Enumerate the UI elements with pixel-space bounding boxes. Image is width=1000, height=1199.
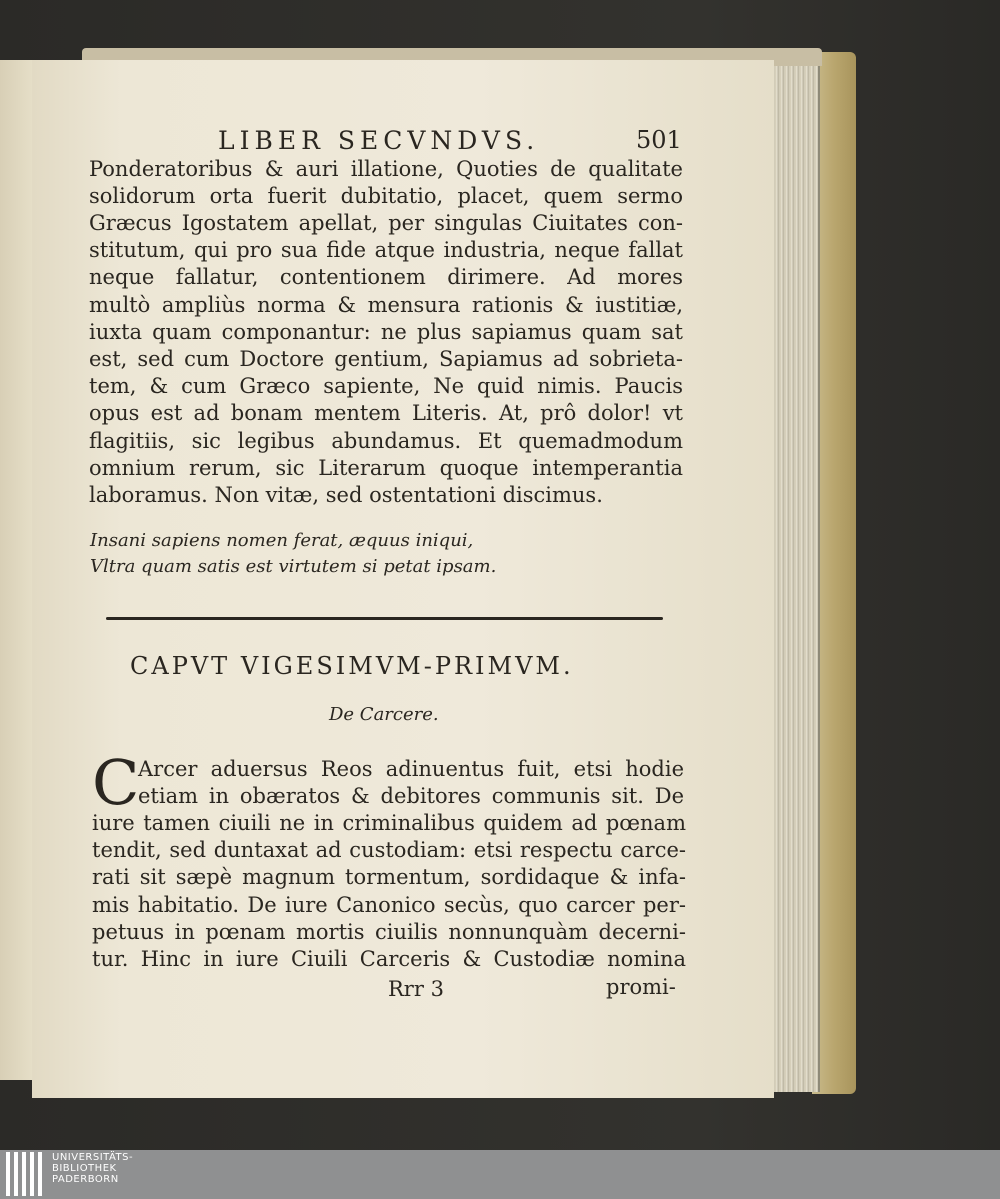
section-divider	[106, 617, 663, 620]
verse-line: Insani sapiens nomen ferat, æquus iniqui,	[90, 530, 474, 551]
text-line: neque fallatur, contentionem dirimere. Ad mores	[89, 265, 683, 289]
chapter-title: CAPVT VIGESIMVM-PRIMVM.	[130, 652, 574, 680]
text-line: est, sed cum Doctore gentium, Sapiamus ad sobrieta-	[89, 347, 683, 371]
footer-bar	[0, 1150, 1000, 1199]
catchword: promi-	[606, 975, 676, 999]
left-page-edge	[0, 60, 35, 1080]
text-line: tur. Hinc in iure Ciuili Carceris & Custodiæ nomina	[92, 947, 686, 971]
text-line: petuus in pœnam mortis ciuilis nonnunquàm decerni-	[92, 920, 686, 944]
library-logo-text	[52, 1152, 133, 1185]
text-line: opus est ad bonam mentem Literis. At, prô dolor! vt	[89, 401, 683, 425]
logo-line: UNIVERSITÄTS-	[52, 1152, 134, 1163]
drop-cap: C	[92, 746, 140, 819]
text-line: solidorum orta fuerit dubitatio, placet, quem sermo	[89, 184, 683, 208]
library-logo-icon	[6, 1152, 46, 1196]
verse-line: Vltra quam satis est virtutem si petat ipsam.	[90, 556, 497, 577]
text-line: tendit, sed duntaxat ad custodiam: etsi respectu carce-	[92, 838, 686, 862]
text-line: laboramus. Non vitæ, sed ostentationi discimus.	[89, 483, 603, 507]
text-line: etiam in obæratos & debitores communis sit. De	[138, 784, 684, 808]
text-line: Arcer aduersus Reos adinuentus fuit, etsi hodie	[138, 757, 684, 781]
signature-mark: Rrr 3	[388, 977, 444, 1001]
chapter-subtitle: De Carcere.	[329, 704, 439, 725]
text-line: mis habitatio. De iure Canonico secùs, quo carcer per-	[92, 893, 686, 917]
page-edges	[770, 62, 820, 1092]
text-line: flagitiis, sic legibus abundamus. Et quemadmodum	[89, 429, 683, 453]
text-line: Ponderatoribus & auri illatione, Quoties de qualitate	[89, 157, 683, 181]
text-line: iuxta quam componantur: ne plus sapiamus quam sat	[89, 320, 683, 344]
text-line: stitutum, qui pro sua fide atque industria, neque fallat	[89, 238, 683, 262]
page-number: 501	[636, 126, 682, 154]
text-line: rati sit sæpè magnum tormentum, sordidaque & infa-	[92, 865, 686, 889]
logo-line: PADERBORN	[52, 1174, 119, 1185]
text-line: omnium rerum, sic Literarum quoque intemperantia	[89, 456, 683, 480]
text-line: tem, & cum Græco sapiente, Ne quid nimis. Paucis	[89, 374, 683, 398]
logo-line: BIBLIOTHEK	[52, 1163, 117, 1174]
text-line: multò ampliùs norma & mensura rationis & iustitiæ,	[89, 293, 683, 317]
text-line: Græcus Igostatem apellat, per singulas Ciuitates con-	[89, 211, 683, 235]
running-title: LIBER SECVNDVS.	[218, 126, 540, 155]
text-line: iure tamen ciuili ne in criminalibus quidem ad pœnam	[92, 811, 686, 835]
